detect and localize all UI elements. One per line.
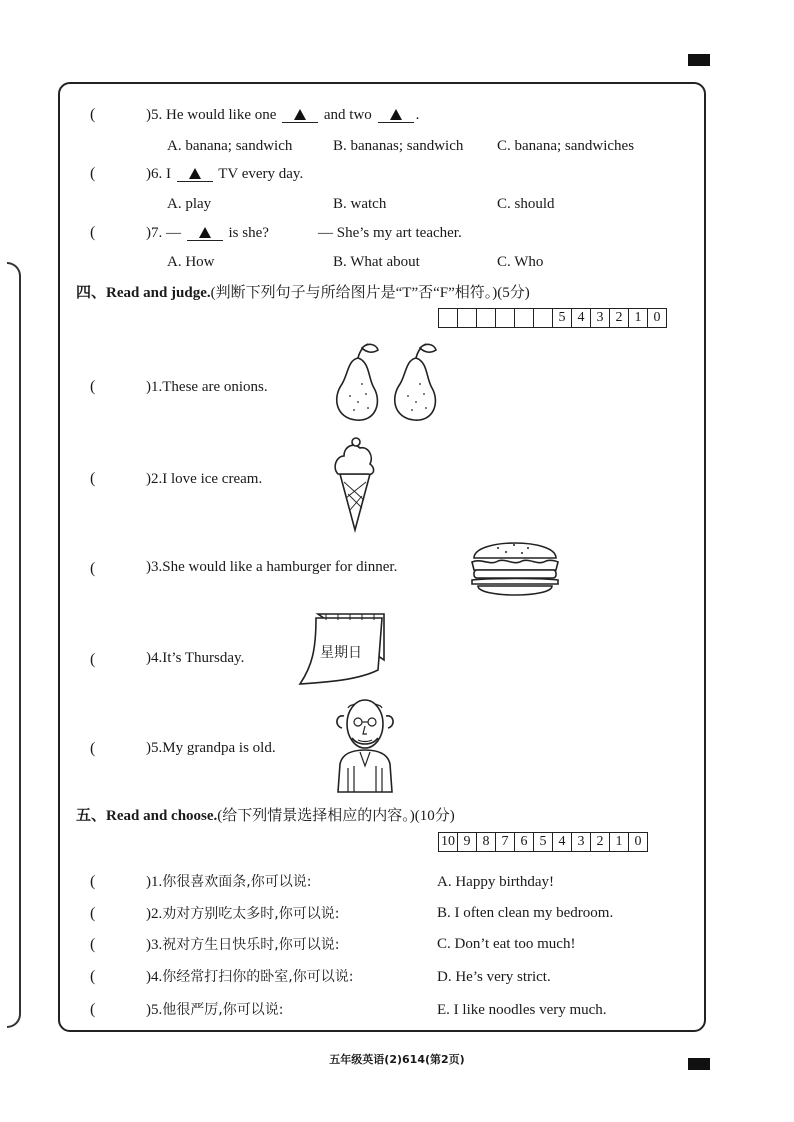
answer-paren[interactable]: ( <box>90 651 96 668</box>
score-box: 5 4 3 2 1 0 <box>438 308 667 328</box>
choose-item-1: )1.你很喜欢面条,你可以说: <box>146 874 312 890</box>
answer-paren[interactable]: ( <box>90 1001 96 1018</box>
hamburger-picture <box>468 528 562 600</box>
question-line: )6. I TV every day. <box>146 166 304 182</box>
ice-cream-picture <box>332 434 378 534</box>
question-line: )5. He would like one and two . <box>146 107 420 123</box>
pears-picture <box>328 340 446 424</box>
answer-line: — She’s my art teacher. <box>318 225 462 241</box>
calendar-picture <box>298 610 390 686</box>
choice-e: E. I like noodles very much. <box>437 1002 607 1018</box>
option-c: C. should <box>497 196 555 212</box>
answer-paren[interactable]: ( <box>90 106 96 123</box>
option-a: A. banana; sandwich <box>167 138 293 154</box>
option-b: B. What about <box>333 254 420 270</box>
answer-paren[interactable]: ( <box>90 740 96 757</box>
answer-paren[interactable]: ( <box>90 470 96 487</box>
triangle-icon <box>189 168 201 179</box>
answer-paren[interactable]: ( <box>90 224 96 241</box>
choice-a: A. Happy birthday! <box>437 874 555 890</box>
calendar-text: 星期日 <box>320 645 362 661</box>
judge-item-4: )4.It’s Thursday. <box>146 650 245 666</box>
answer-paren[interactable]: ( <box>90 560 96 577</box>
judge-item-2: )2.I love ice cream. <box>146 471 263 487</box>
choose-item-2: )2.劝对方别吃太多时,你可以说: <box>146 906 340 922</box>
question-text: He would like one <box>166 107 277 123</box>
judge-item-3: )3.She would like a hamburger for dinner. <box>146 559 398 575</box>
answer-paren[interactable]: ( <box>90 378 96 395</box>
fill-blank <box>282 106 318 123</box>
answer-paren[interactable]: ( <box>90 968 96 985</box>
triangle-icon <box>294 109 306 120</box>
question-line: )7. — is she? <box>146 225 269 241</box>
fill-blank <box>187 224 223 241</box>
judge-item-1: )1.These are onions. <box>146 379 268 395</box>
answer-paren[interactable]: ( <box>90 936 96 953</box>
page-footer: 五年级英语(2)614(第2页) <box>329 1053 465 1066</box>
choose-item-3: )3.祝对方生日快乐时,你可以说: <box>146 937 340 953</box>
option-a: A. How <box>167 254 215 270</box>
answer-paren[interactable]: ( <box>90 873 96 890</box>
section-5-heading: 五、Read and choose.(给下列情景选择相应的内容。)(10分) <box>76 808 455 824</box>
option-a: A. play <box>167 196 212 212</box>
option-b: B. watch <box>333 196 387 212</box>
binding-line <box>7 262 21 1028</box>
answer-paren[interactable]: ( <box>90 165 96 182</box>
triangle-icon <box>390 109 402 120</box>
section-4-heading: 四、Read and judge.(判断下列句子与所给图片是“T”否“F”相符。)(5分) <box>76 285 530 301</box>
triangle-icon <box>199 227 211 238</box>
grandpa-picture <box>330 694 400 794</box>
choice-b: B. I often clean my bedroom. <box>437 905 614 921</box>
option-c: C. Who <box>497 254 544 270</box>
registration-mark-top <box>688 54 710 66</box>
option-c: C. banana; sandwiches <box>497 138 635 154</box>
choice-c: C. Don’t eat too much! <box>437 936 576 952</box>
fill-blank <box>378 106 414 123</box>
choice-d: D. He’s very strict. <box>437 969 551 985</box>
choose-item-4: )4.你经常打扫你的卧室,你可以说: <box>146 969 354 985</box>
fill-blank <box>177 165 213 182</box>
answer-paren[interactable]: ( <box>90 905 96 922</box>
option-b: B. bananas; sandwich <box>333 138 464 154</box>
choose-item-5: )5.他很严厉,你可以说: <box>146 1002 284 1018</box>
judge-item-5: )5.My grandpa is old. <box>146 740 276 756</box>
score-box: 10 9 8 7 6 5 4 3 2 1 0 <box>438 832 648 852</box>
